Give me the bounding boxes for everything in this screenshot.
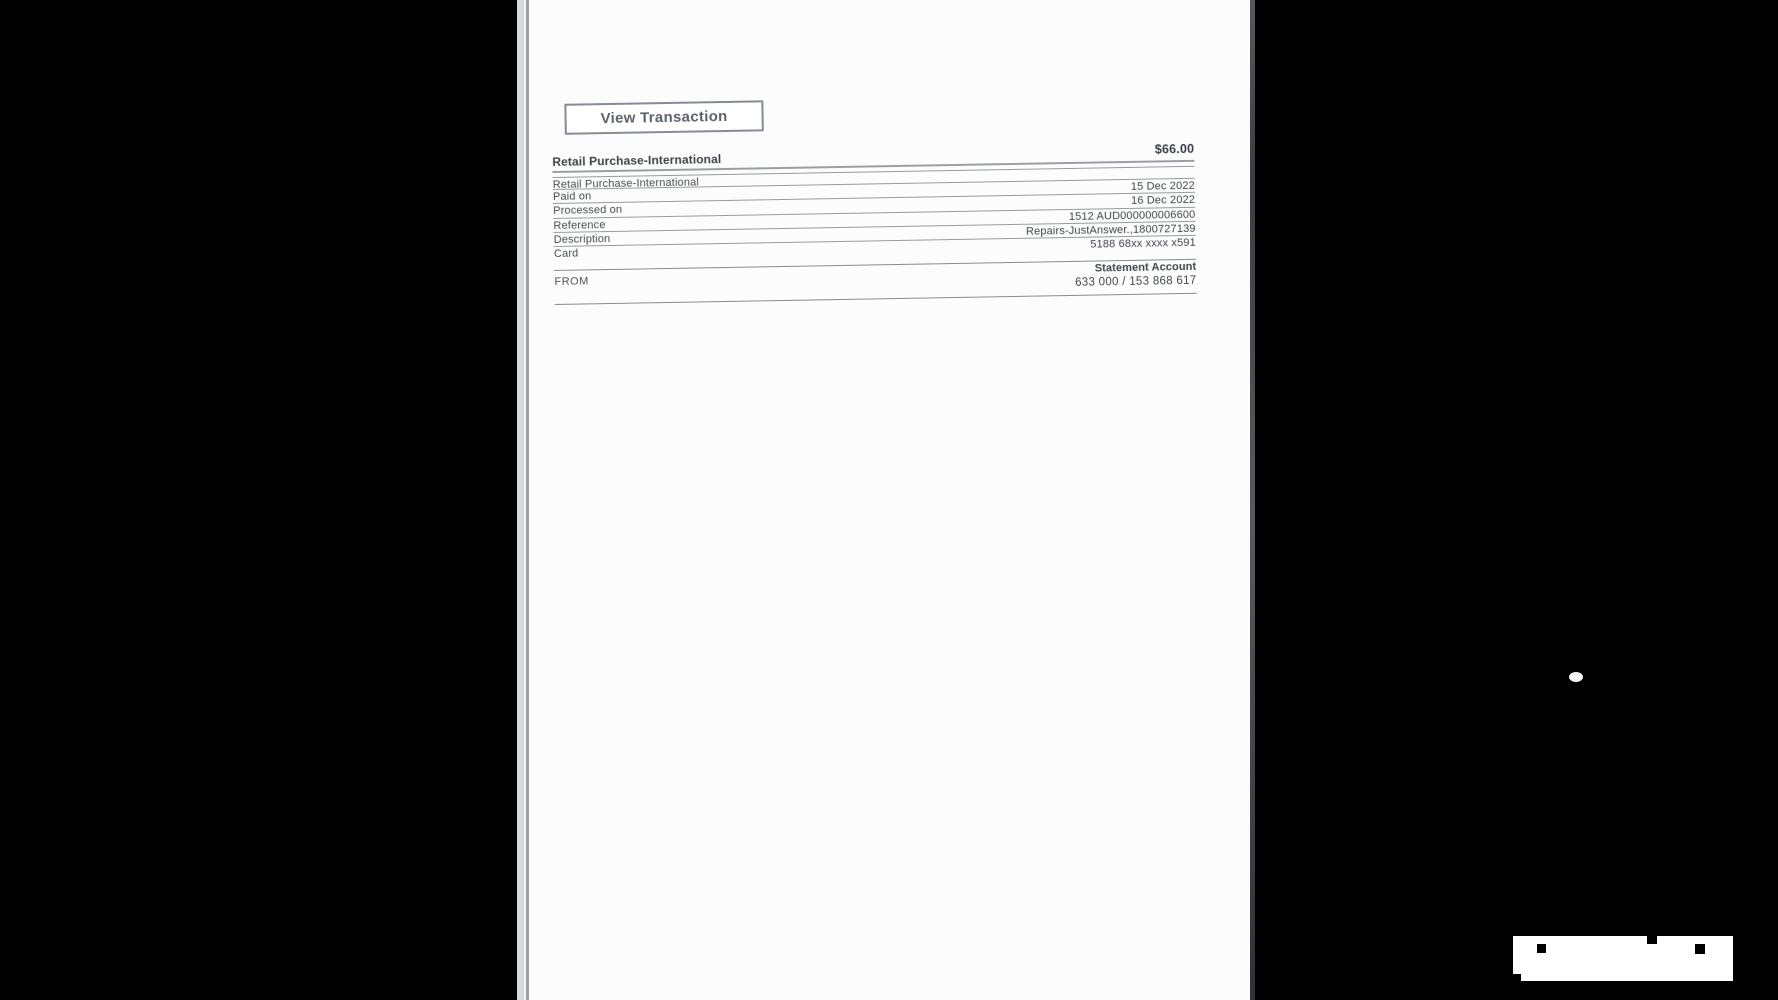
- from-account-name: Statement Account: [1094, 260, 1197, 275]
- partial-ui-fragment: [1513, 936, 1733, 981]
- detail-label: Retail Purchase-International: [552, 176, 700, 192]
- detail-value: 15 Dec 2022: [1130, 179, 1195, 193]
- detail-label: Card: [553, 247, 579, 260]
- transaction-document: [550, 0, 1198, 340]
- detail-label: Paid on: [552, 190, 592, 203]
- view-transaction-button[interactable]: [564, 100, 764, 134]
- fragment-mark: [1537, 944, 1546, 953]
- view-transaction-button-label: View Transaction: [600, 107, 728, 128]
- detail-value: Repairs-JustAnswer.,1800727139: [1025, 222, 1196, 238]
- transaction-details-table: [553, 166, 1197, 271]
- fragment-mark: [1513, 974, 1521, 981]
- fragment-mark: [1695, 944, 1705, 954]
- page-right-edge-line: [1250, 0, 1255, 1000]
- from-label: FROM: [554, 275, 589, 288]
- detail-value: 1512 AUD000000006600: [1068, 208, 1196, 223]
- detail-label: Description: [553, 233, 611, 246]
- transaction-amount: $66.00: [1154, 141, 1195, 157]
- from-account-number: 633 000 / 153 868 617: [1074, 274, 1197, 289]
- detail-value: 5188 68xx xxxx x591: [1090, 236, 1196, 251]
- detail-value: 16 Dec 2022: [1130, 193, 1196, 207]
- fragment-mark: [1647, 936, 1657, 944]
- transaction-title: Retail Purchase-International: [552, 152, 722, 170]
- detail-label: Reference: [553, 219, 606, 232]
- detail-label: Processed on: [553, 203, 623, 217]
- from-account-block: [1075, 261, 1197, 295]
- scan-smudge: [1569, 672, 1583, 682]
- page-left-edge-shadow: [517, 0, 524, 1000]
